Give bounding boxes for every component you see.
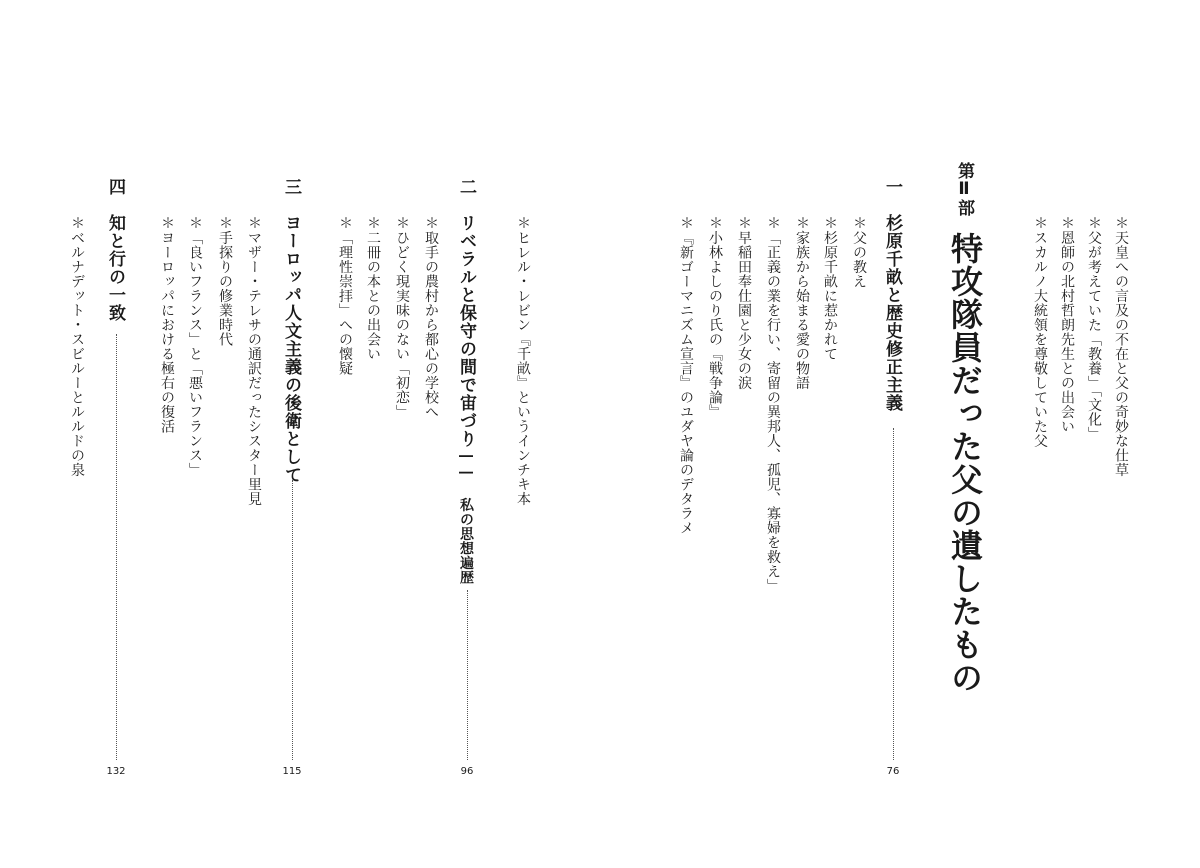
chapter-2-page-number[interactable]: 96 <box>460 766 474 777</box>
bullet-icon: ＊ <box>423 216 439 231</box>
bullet-icon: ＊ <box>1032 216 1048 231</box>
chapter-1-leader <box>893 428 894 760</box>
list-item-text: 「正義の業を行い、寄留の異邦人、孤児、寡婦を救え」 <box>765 230 781 593</box>
list-item <box>365 216 381 361</box>
list-item-text: スカルノ大統領を尊敬していた父 <box>1032 230 1048 448</box>
list-item-text: ひどく現実味のない「初恋」 <box>394 230 410 419</box>
list-item <box>794 216 810 390</box>
chapter-4-page-number[interactable]: 132 <box>106 766 126 777</box>
chapter-1-number: 一 <box>882 178 902 195</box>
list-item-text: 家族から始まる愛の物語 <box>794 230 810 390</box>
chapter-4-leader <box>116 334 117 760</box>
bullet-icon: ＊ <box>515 216 531 231</box>
list-item-text: 手探りの修業時代 <box>217 230 233 347</box>
list-item <box>707 216 723 419</box>
list-item-text: 天皇への言及の不在と父の奇妙な仕草 <box>1113 230 1129 477</box>
list-item-text: ベルナデット・スビルーとルルドの泉 <box>69 230 85 477</box>
chapter-2-leader <box>467 590 468 760</box>
chapter-3-number: 三 <box>281 178 301 195</box>
chapter-2-number: 二 <box>456 178 476 195</box>
list-item-text: 『新ゴーマニズム宣言』のユダヤ論のデタラメ <box>678 230 694 535</box>
chapter-2-subtitle: ―― 私の思想遍歴 <box>458 448 474 585</box>
bullet-icon: ＊ <box>851 216 867 231</box>
list-item <box>246 216 262 506</box>
chapter-1-page-number[interactable]: 76 <box>886 766 900 777</box>
bullet-icon: ＊ <box>1086 216 1102 231</box>
bullet-icon: ＊ <box>337 216 353 231</box>
chapter-3-title[interactable]: ヨーロッパ人文主義の後衛として <box>281 214 301 484</box>
bullet-icon: ＊ <box>217 216 233 231</box>
bullet-icon: ＊ <box>394 216 410 231</box>
list-item <box>1032 216 1048 448</box>
chapter-4-title[interactable]: 知と行の一致 <box>105 214 125 322</box>
bullet-icon: ＊ <box>794 216 810 231</box>
bullet-icon: ＊ <box>822 216 838 231</box>
list-item <box>159 216 175 434</box>
list-item-text: マザー・テレサの通訳だったシスター里見 <box>246 230 262 506</box>
bullet-icon: ＊ <box>678 216 694 231</box>
bullet-icon: ＊ <box>1113 216 1129 231</box>
list-item <box>69 216 85 477</box>
bullet-icon: ＊ <box>246 216 262 231</box>
list-item <box>394 216 410 419</box>
list-item-text: 「良いフランス」と「悪いフランス」 <box>187 230 203 477</box>
list-item <box>337 216 353 376</box>
bullet-icon: ＊ <box>1059 216 1075 231</box>
list-item <box>423 216 439 419</box>
chapter-2-title[interactable] <box>456 214 476 585</box>
chapter-2-title-text: リベラルと保守の間で宙づり <box>456 214 476 448</box>
bullet-icon: ＊ <box>69 216 85 231</box>
list-item <box>187 216 203 477</box>
list-item-text: 二冊の本との出会い <box>365 230 381 361</box>
bullet-icon: ＊ <box>736 216 752 231</box>
list-item <box>851 216 867 289</box>
list-item-text: ヒレル・レビン『千畝』というインチキ本 <box>515 230 531 506</box>
list-item <box>736 216 752 390</box>
part-title: 特攻隊員だった父の遺したもの <box>946 232 984 694</box>
chapter-1-title[interactable]: 杉原千畝と歴史修正主義 <box>882 214 902 412</box>
list-item-text: 父が考えていた「教養」「文化」 <box>1086 230 1102 441</box>
bullet-icon: ＊ <box>707 216 723 231</box>
list-item-text: 父の教え <box>851 230 867 289</box>
bullet-icon: ＊ <box>159 216 175 231</box>
bullet-icon: ＊ <box>765 216 781 231</box>
part-label: 第Ⅱ部 <box>954 162 974 216</box>
list-item-text: 取手の農村から都心の学校へ <box>423 230 439 419</box>
list-item <box>678 216 694 535</box>
list-item-text: 小林よしのり氏の『戦争論』 <box>707 230 723 419</box>
list-item <box>765 216 781 593</box>
bullet-icon: ＊ <box>365 216 381 231</box>
list-item-text: 杉原千畝に惹かれて <box>822 230 838 361</box>
list-item-text: ヨーロッパにおける極右の復活 <box>159 230 175 434</box>
list-item <box>1086 216 1102 441</box>
chapter-3-page-number[interactable]: 115 <box>282 766 302 777</box>
list-item <box>217 216 233 347</box>
list-item <box>822 216 838 361</box>
bullet-icon: ＊ <box>187 216 203 231</box>
list-item <box>1113 216 1129 477</box>
chapter-3-leader <box>292 480 293 760</box>
chapter-4-number: 四 <box>105 178 125 195</box>
list-item <box>1059 216 1075 434</box>
list-item-text: 恩師の北村哲朗先生との出会い <box>1059 230 1075 434</box>
list-item-text: 早稲田奉仕園と少女の涙 <box>736 230 752 390</box>
list-item-text: 「理性崇拝」への懐疑 <box>337 230 353 376</box>
list-item <box>515 216 531 506</box>
